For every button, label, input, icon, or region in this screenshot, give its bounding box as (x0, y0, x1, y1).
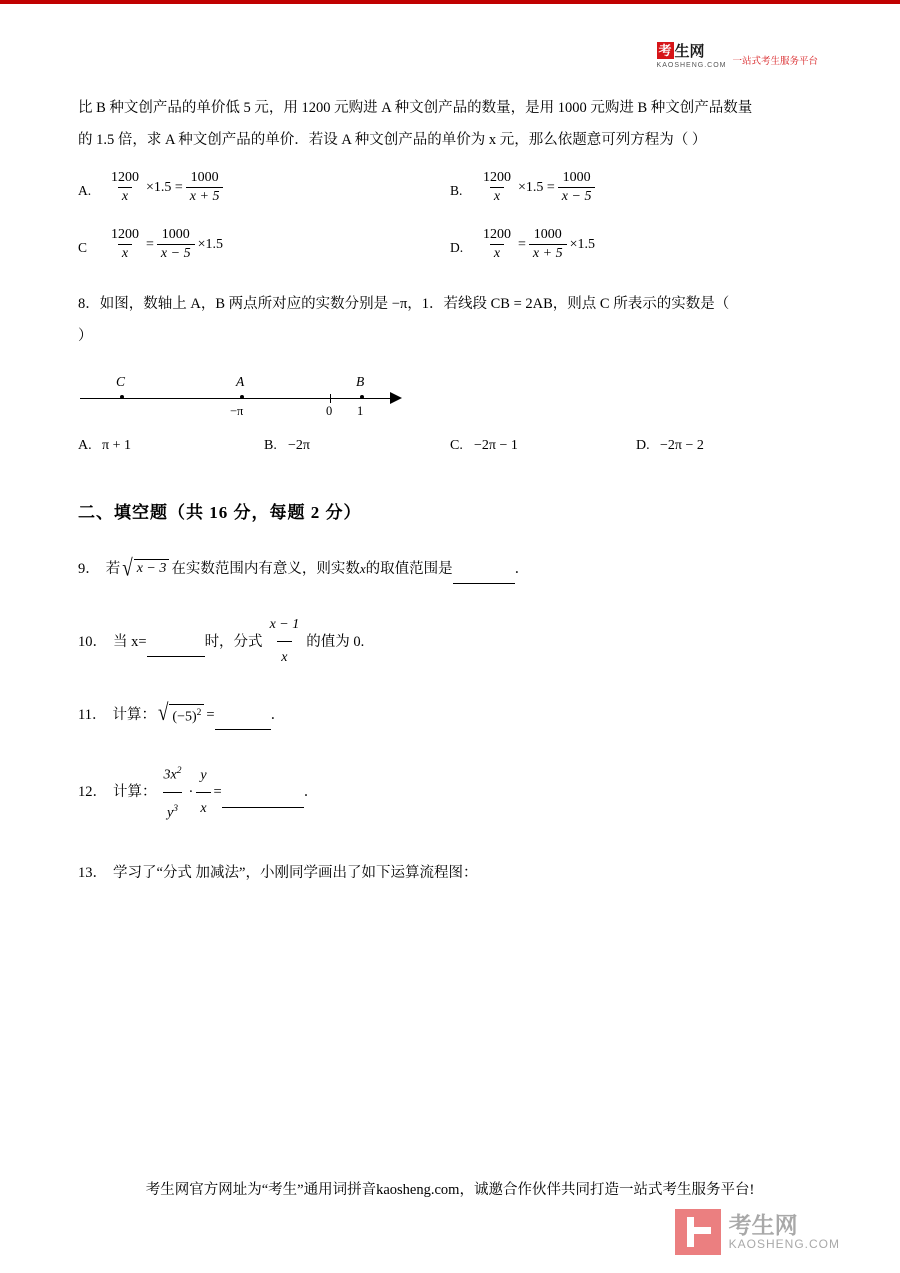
watermark-text (729, 1213, 840, 1251)
option-label: D. (636, 438, 650, 453)
option-label: A. (78, 182, 92, 198)
fraction-denominator: x (490, 187, 504, 205)
option-label: B. (264, 438, 277, 453)
fraction-numerator: 1000 (533, 227, 562, 242)
option-value: −2π − 1 (474, 438, 518, 453)
operator: ×1.5 = (146, 179, 183, 195)
fraction-numerator: 1200 (483, 170, 511, 185)
top-red-rule (0, 0, 900, 4)
footer-watermark (675, 1209, 840, 1255)
question7-options (78, 170, 822, 262)
question8-option-d[interactable] (636, 438, 822, 454)
denominator-base: y (167, 805, 174, 821)
fraction-denominator: x (490, 244, 504, 262)
square-root-icon (122, 555, 169, 582)
option-label: A. (78, 438, 92, 453)
section-title-fill-in-blank: 二、填空题（共 16 分，每题 2 分） (78, 503, 362, 522)
fraction-denominator: x + 5 (529, 244, 567, 262)
question7-option-d[interactable] (450, 227, 822, 262)
watermark-logo-icon (675, 1209, 721, 1255)
multiplication-dot: · (188, 784, 194, 801)
option-expression (104, 170, 226, 205)
question8-option-a[interactable] (78, 438, 264, 454)
radicand: x − 3 (134, 559, 170, 578)
point-value-a: −π (230, 404, 244, 418)
fraction-numerator: y (200, 767, 207, 783)
fraction-denominator (163, 792, 182, 829)
question7-option-c[interactable] (78, 227, 450, 262)
operator: = (146, 236, 154, 252)
point-label-b: B (356, 374, 365, 389)
question8-number-line-figure (80, 366, 822, 426)
fraction-denominator: x (118, 187, 132, 205)
fraction-numerator: 1200 (483, 227, 511, 242)
fraction-1 (107, 227, 143, 262)
footer-note: 考生网官方网址为“考生”通用词拼音kaosheng.com，诚邀合作伙伴共同打造一站式考生服务平台! (145, 1182, 755, 1198)
option-expression (476, 227, 595, 262)
watermark-en: KAOSHENG.COM (728, 1237, 840, 1252)
question8-option-c[interactable] (450, 438, 636, 454)
question10-post: 的值为 0. (306, 633, 365, 650)
point-label-a: A (236, 374, 245, 389)
answer-blank[interactable] (222, 777, 304, 808)
option-tail: ×1.5 (569, 236, 595, 252)
point-dot-c (120, 395, 124, 399)
axis-arrow-icon (390, 392, 402, 404)
question8-stem (78, 288, 822, 352)
question12-end: ． (303, 784, 319, 801)
site-logo (657, 40, 818, 69)
radicand: (−5) (172, 709, 197, 725)
question11-mid: = (206, 706, 215, 723)
operator: ×1.5 = (518, 179, 555, 195)
question9-end: ． (514, 560, 530, 577)
question10-pre: 当 x= (113, 633, 147, 650)
question7-option-b[interactable] (450, 170, 822, 205)
question10-mid: 时，分式 (204, 633, 263, 650)
radicand-exponent: 2 (196, 707, 202, 718)
fraction (266, 610, 304, 673)
denominator-exponent: 3 (173, 803, 178, 814)
point-dot-b (360, 395, 364, 399)
fraction-1 (479, 170, 515, 205)
radical-sign: √ (122, 555, 133, 582)
option-label: C (78, 239, 88, 255)
question7-stem-line2: 的 1.5 倍，求 A 种文创产品的单价．若设 A 种文创产品的单价为 x 元，那么依题意可列方程为（ ） (78, 132, 707, 148)
question12-pre: 计算： (113, 784, 157, 801)
fraction-2 (186, 170, 224, 205)
fraction-2 (196, 761, 210, 824)
fraction-numerator (160, 756, 186, 792)
option-label: B. (450, 182, 463, 198)
question10-number: 10． (78, 633, 107, 650)
question9 (78, 553, 822, 584)
watermark-cn: 考生网 (728, 1212, 798, 1238)
fraction-denominator: x (118, 244, 132, 262)
option-value: π + 1 (102, 438, 131, 453)
question9-number: 9． (78, 560, 100, 577)
answer-blank[interactable] (215, 699, 271, 730)
question12-number: 12． (78, 784, 107, 801)
logo-tagline: 一站式考生服务平台 (732, 56, 818, 67)
question12 (78, 756, 822, 828)
point-label-c: C (116, 374, 126, 389)
question13 (78, 858, 822, 888)
fraction-numerator: 1000 (161, 227, 190, 242)
question8-stem-tail: ） (78, 328, 93, 344)
fraction-2 (558, 170, 596, 205)
question7-option-row-1 (78, 170, 822, 205)
question9-mid: 在实数范围内有意义，则实数 (171, 560, 360, 577)
fraction-1 (160, 756, 186, 828)
question11-end: ． (270, 706, 286, 723)
logo-top (657, 40, 705, 61)
origin-label: 0 (326, 404, 333, 418)
numerator-exponent: 2 (176, 766, 182, 776)
question9-pre: 若 (105, 560, 121, 577)
option-expression (104, 227, 223, 262)
option-tail: ×1.5 (197, 236, 223, 252)
answer-blank[interactable] (453, 553, 515, 584)
fraction-denominator: x + 5 (186, 187, 224, 205)
fraction-numerator: 1200 (111, 170, 139, 185)
question7-option-a[interactable] (78, 170, 450, 205)
answer-blank[interactable] (147, 626, 205, 657)
option-label: D. (450, 239, 464, 255)
logo-word: 生网 (674, 43, 705, 60)
fraction-1 (479, 227, 515, 262)
fraction-2 (529, 227, 567, 262)
logo-subtext: KAOSHENG.COM (656, 62, 727, 69)
question11-pre: 计算： (112, 706, 156, 723)
document-content (78, 92, 822, 888)
question9-post: 的取值范围是 (365, 560, 453, 577)
fraction-denominator: x (196, 792, 210, 824)
fraction-denominator: x − 5 (558, 187, 596, 205)
logo-mark (657, 40, 727, 69)
option-label: C. (450, 438, 463, 453)
option-value: −2π − 2 (660, 438, 704, 453)
radical-sign: √ (157, 699, 169, 726)
question11 (78, 699, 822, 730)
question13-number: 13． (78, 865, 107, 882)
point-value-b: 1 (357, 404, 364, 418)
question7-stem-line1: 比 B 种文创产品的单价低 5 元，用 1200 元购进 A 种文创产品的数量，是用 1000 元购进 B 种文创产品数量 (78, 100, 753, 116)
fraction-numerator: 1200 (111, 227, 139, 242)
question10 (78, 610, 822, 673)
option-expression (476, 170, 598, 205)
operator: = (518, 236, 526, 252)
point-dot-a (240, 395, 244, 399)
logo-square-icon: 考 (658, 43, 672, 58)
square-root-icon (157, 699, 204, 726)
question9-variable: x (359, 560, 366, 576)
fraction-1 (107, 170, 143, 205)
fraction-denominator: x (277, 641, 291, 673)
origin-tick (330, 394, 331, 403)
axis-line (80, 398, 390, 399)
fraction-denominator: x − 5 (157, 244, 195, 262)
fraction-numerator: 1000 (190, 170, 219, 185)
question8-stem-text: 8．如图，数轴上 A，B 两点所对应的实数分别是 −π，1．若线段 CB = 2AB，则点 C 所表示的实数是（ (78, 296, 730, 312)
question8-option-b[interactable] (264, 438, 450, 454)
numerator-base: 3x (163, 767, 177, 783)
question13-text: 学习了“分式 加减法”，小刚同学画出了如下运算流程图： (113, 865, 478, 882)
question7-option-row-2 (78, 227, 822, 262)
option-value: −2π (288, 438, 310, 453)
question11-number: 11． (78, 706, 107, 723)
fraction-numerator: 1000 (562, 170, 591, 185)
radicand-group (169, 704, 204, 726)
question8-options (78, 438, 822, 454)
fraction-numerator: x − 1 (269, 617, 300, 632)
fraction-2 (157, 227, 195, 262)
question12-mid: = (213, 784, 222, 801)
